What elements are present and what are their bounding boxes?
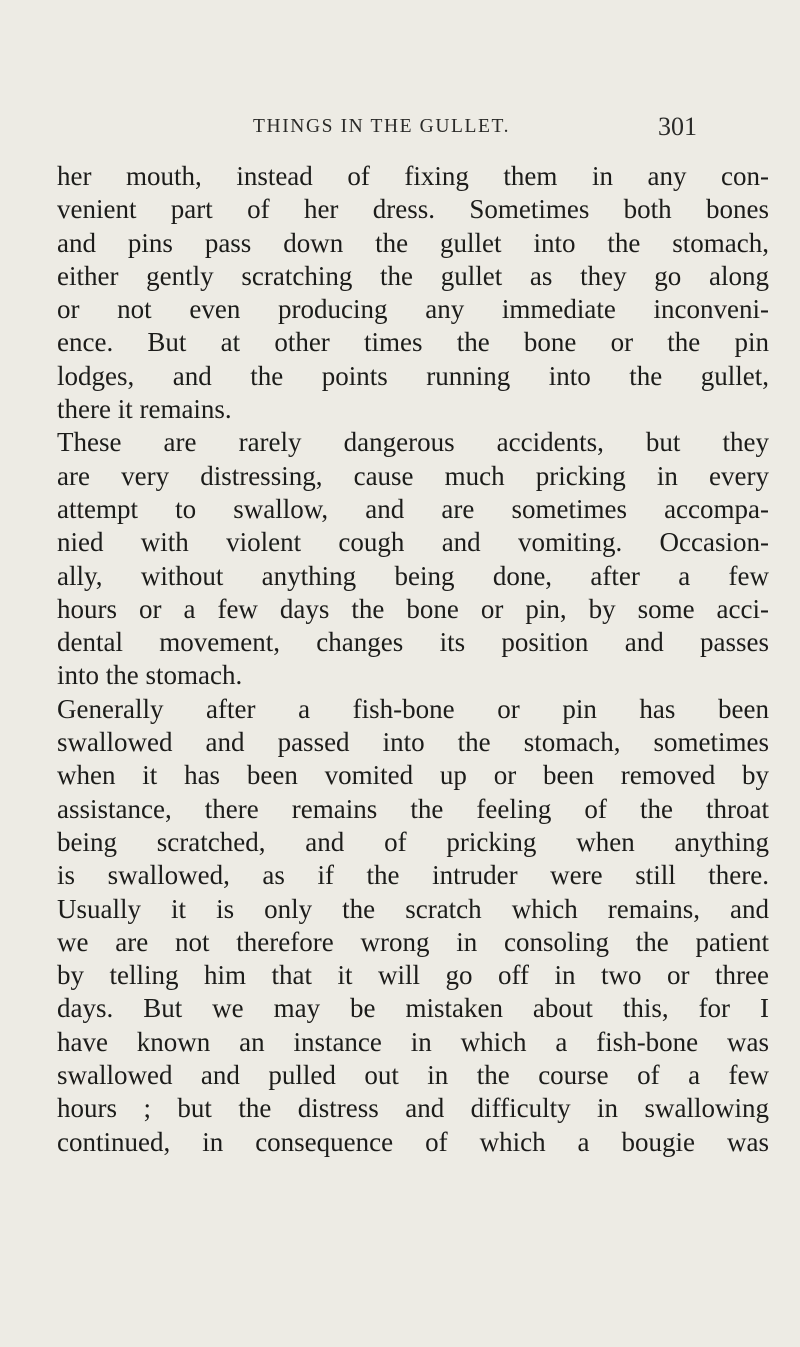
text-line: being scratched, and of pricking when anything [57, 826, 769, 857]
body-text [57, 160, 769, 1159]
text-line: either gently scratching the gullet as they go along [57, 260, 769, 291]
text-line: lodges, and the points running into the gullet, [57, 360, 769, 391]
text-line: These are rarely dangerous accidents, but they [57, 427, 769, 458]
text-line: hours or a few days the bone or pin, by some acci- [57, 593, 769, 624]
text-line: hours ; but the distress and difficulty in swallowing [57, 1093, 769, 1124]
text-line: are very distressing, cause much pricking in every [57, 460, 769, 491]
text-line: assistance, there remains the feeling of the throat [57, 793, 769, 824]
text-line: and pins pass down the gullet into the stomach, [57, 227, 769, 258]
text-line: venient part of her dress. Sometimes both bones [57, 194, 769, 225]
text-line: into the stomach. [57, 660, 243, 691]
text-line: or not even producing any immediate inconveni- [57, 294, 769, 325]
text-line: there it remains. [57, 394, 232, 425]
text-line: dental movement, changes its position and passes [57, 627, 769, 658]
text-line: swallowed and pulled out in the course of a few [57, 1060, 769, 1091]
text-line: swallowed and passed into the stomach, sometimes [57, 727, 769, 758]
page-header [0, 112, 800, 152]
text-line: nied with violent cough and vomiting. Occasion- [57, 527, 769, 558]
text-line: Usually it is only the scratch which remains, and [57, 893, 769, 924]
text-line: days. But we may be mistaken about this, for I [57, 993, 769, 1024]
text-line: we are not therefore wrong in consoling the patient [57, 926, 769, 957]
text-line: have known an instance in which a fish-bone was [57, 1026, 769, 1057]
text-line: attempt to swallow, and are sometimes accompa- [57, 493, 769, 524]
text-line: is swallowed, as if the intruder were still there. [57, 860, 769, 891]
text-line: ally, without anything being done, after a few [57, 560, 769, 591]
text-line: continued, in consequence of which a bougie was [57, 1126, 769, 1157]
page-number: 301 [658, 112, 697, 141]
text-line: ence. But at other times the bone or the pin [57, 327, 769, 358]
text-line: by telling him that it will go off in two or three [57, 960, 769, 991]
text-line: Generally after a fish-bone or pin has been [57, 693, 769, 724]
text-line: her mouth, instead of fixing them in any con- [57, 161, 769, 191]
text-line: when it has been vomited up or been removed by [57, 760, 769, 791]
running-head: THINGS IN THE GULLET. [253, 116, 511, 137]
